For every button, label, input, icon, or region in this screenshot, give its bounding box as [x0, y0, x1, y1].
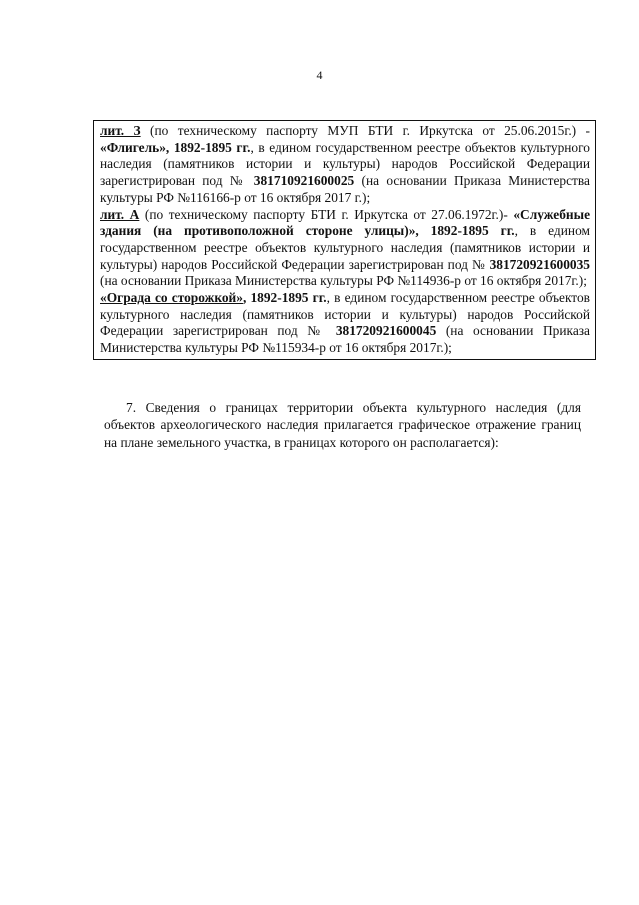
entry-fence: «Ограда со сторожкой», 1892-1895 гг., в едином государственном реестре объектов культурного наследия (памятников истории и культуры) народов Российской Федерации зарегистрирован под № 381720921600045 (на основании Приказа Министерства культуры РФ №115934-р от 16 октября 2017г.);: [100, 290, 590, 356]
entry-name: «Служебные здания (на противоположной стороне улицы)», 1892-1895 гг.: [100, 206, 591, 239]
objects-table-cell: [93, 120, 596, 360]
entry-lead: «Ограда со сторожкой»: [100, 290, 243, 306]
entry-reg-number: 381720921600035: [489, 256, 590, 272]
entry-service-buildings: лит. А (по техническому паспорту БТИ г. Иркутска от 27.06.1972г.)- «Служебные здания (на противоположной стороне улицы)», 1892-1895 гг., в едином государственном реестре объектов культурного наследия (памятников истории и культуры) народов Российской Федерации зарегистрирован под № 381720921600035 (на основании Приказа Министерства культуры РФ №114936-р от 16 октября 2017г.);: [100, 206, 591, 289]
section-7-paragraph: [104, 399, 581, 451]
entry-reg-number: 381720921600045: [335, 323, 437, 339]
page-number: 4: [316, 68, 323, 82]
entry-reg-number: 381710921600025: [253, 173, 355, 189]
section-7-text: 7. Сведения о границах территории объекта культурного наследия (для объектов археологического наследия прилагается графическое отражение границ на плане земельного участка, в границах которого он располагается):: [104, 400, 581, 450]
entry-name: «Флигель», 1892-1895 гг.: [100, 139, 251, 155]
entry-flygel: лит. З (по техническому паспорту МУП БТИ г. Иркутска от 25.06.2015г.) - «Флигель», 1892-1895 гг., в едином государственном реестре объектов культурного наследия (памятников истории и культуры) народов Российской Федерации зарегистрирован под № 381710921600025 (на основании Приказа Министерства культуры РФ №116166-р от 16 октября 2017 г.);: [100, 123, 591, 205]
entry-lit: лит. А: [100, 206, 140, 222]
entry-lit: лит. З: [100, 123, 141, 138]
entry-name: , 1892-1895 гг.: [242, 290, 327, 306]
